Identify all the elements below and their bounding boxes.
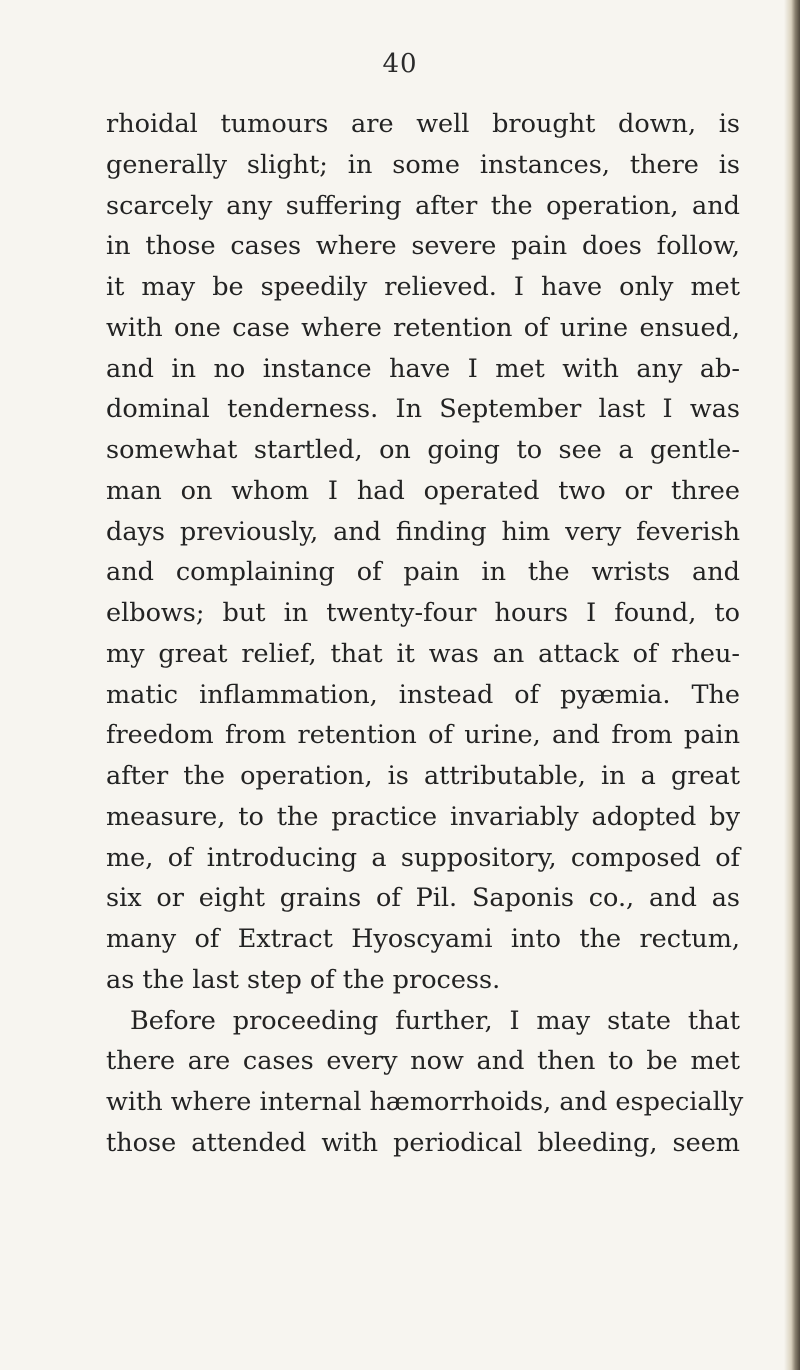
paragraph-1 [106,104,740,1001]
text-line: those attended with periodical bleeding, seem [106,1127,740,1158]
text-line: elbows; but in twenty-four hours I found, to [106,598,740,628]
text-line: dominal tenderness. In September last I was [106,394,740,425]
text-line: and complaining of pain in the wrists and [106,557,740,588]
text-line: me, of introducing a suppository, composed of [106,842,740,873]
text-line: somewhat startled, on going to see a gentle- [106,435,740,465]
text-line: my great relief, that it was an attack of rheu- [106,638,740,669]
text-line: generally slight; in some instances, there is [106,149,740,180]
page-edge-shadow [784,0,800,1370]
text-line: freedom from retention of urine, and from pain [106,720,740,751]
body-text [106,104,744,1164]
text-line: six or eight grains of Pil. Saponis co., and as [106,883,740,914]
paragraph-2 [106,1001,744,1164]
text-line: many of Extract Hyoscyami into the rectum, [106,924,740,954]
text-line: matic inflammation, instead of pyæmia. The [106,679,740,710]
text-line: after the operation, is attributable, in a great [106,761,740,791]
text-line: Before proceeding further, I may state that [130,1005,740,1036]
text-line: it may be speedily relieved. I have only met [106,272,740,302]
text-line: with where internal hæmorrhoids, and especially [106,1087,744,1117]
text-line: there are cases every now and then to be met [106,1046,740,1077]
text-line: and in no instance have I met with any ab- [106,353,740,384]
text-line: rhoidal tumours are well brought down, is [106,109,740,139]
text-line: measure, to the practice invariably adopted by [106,801,740,832]
text-line: as the last step of the process. [106,964,501,995]
text-line: with one case where retention of urine ensued, [106,312,740,343]
text-line: man on whom I had operated two or three [106,475,740,506]
page-number: 40 [382,49,418,79]
text-line: days previously, and finding him very feverish [106,516,740,547]
text-line: in those cases where severe pain does follow, [106,231,740,262]
text-line: scarcely any suffering after the operation, and [106,190,740,221]
